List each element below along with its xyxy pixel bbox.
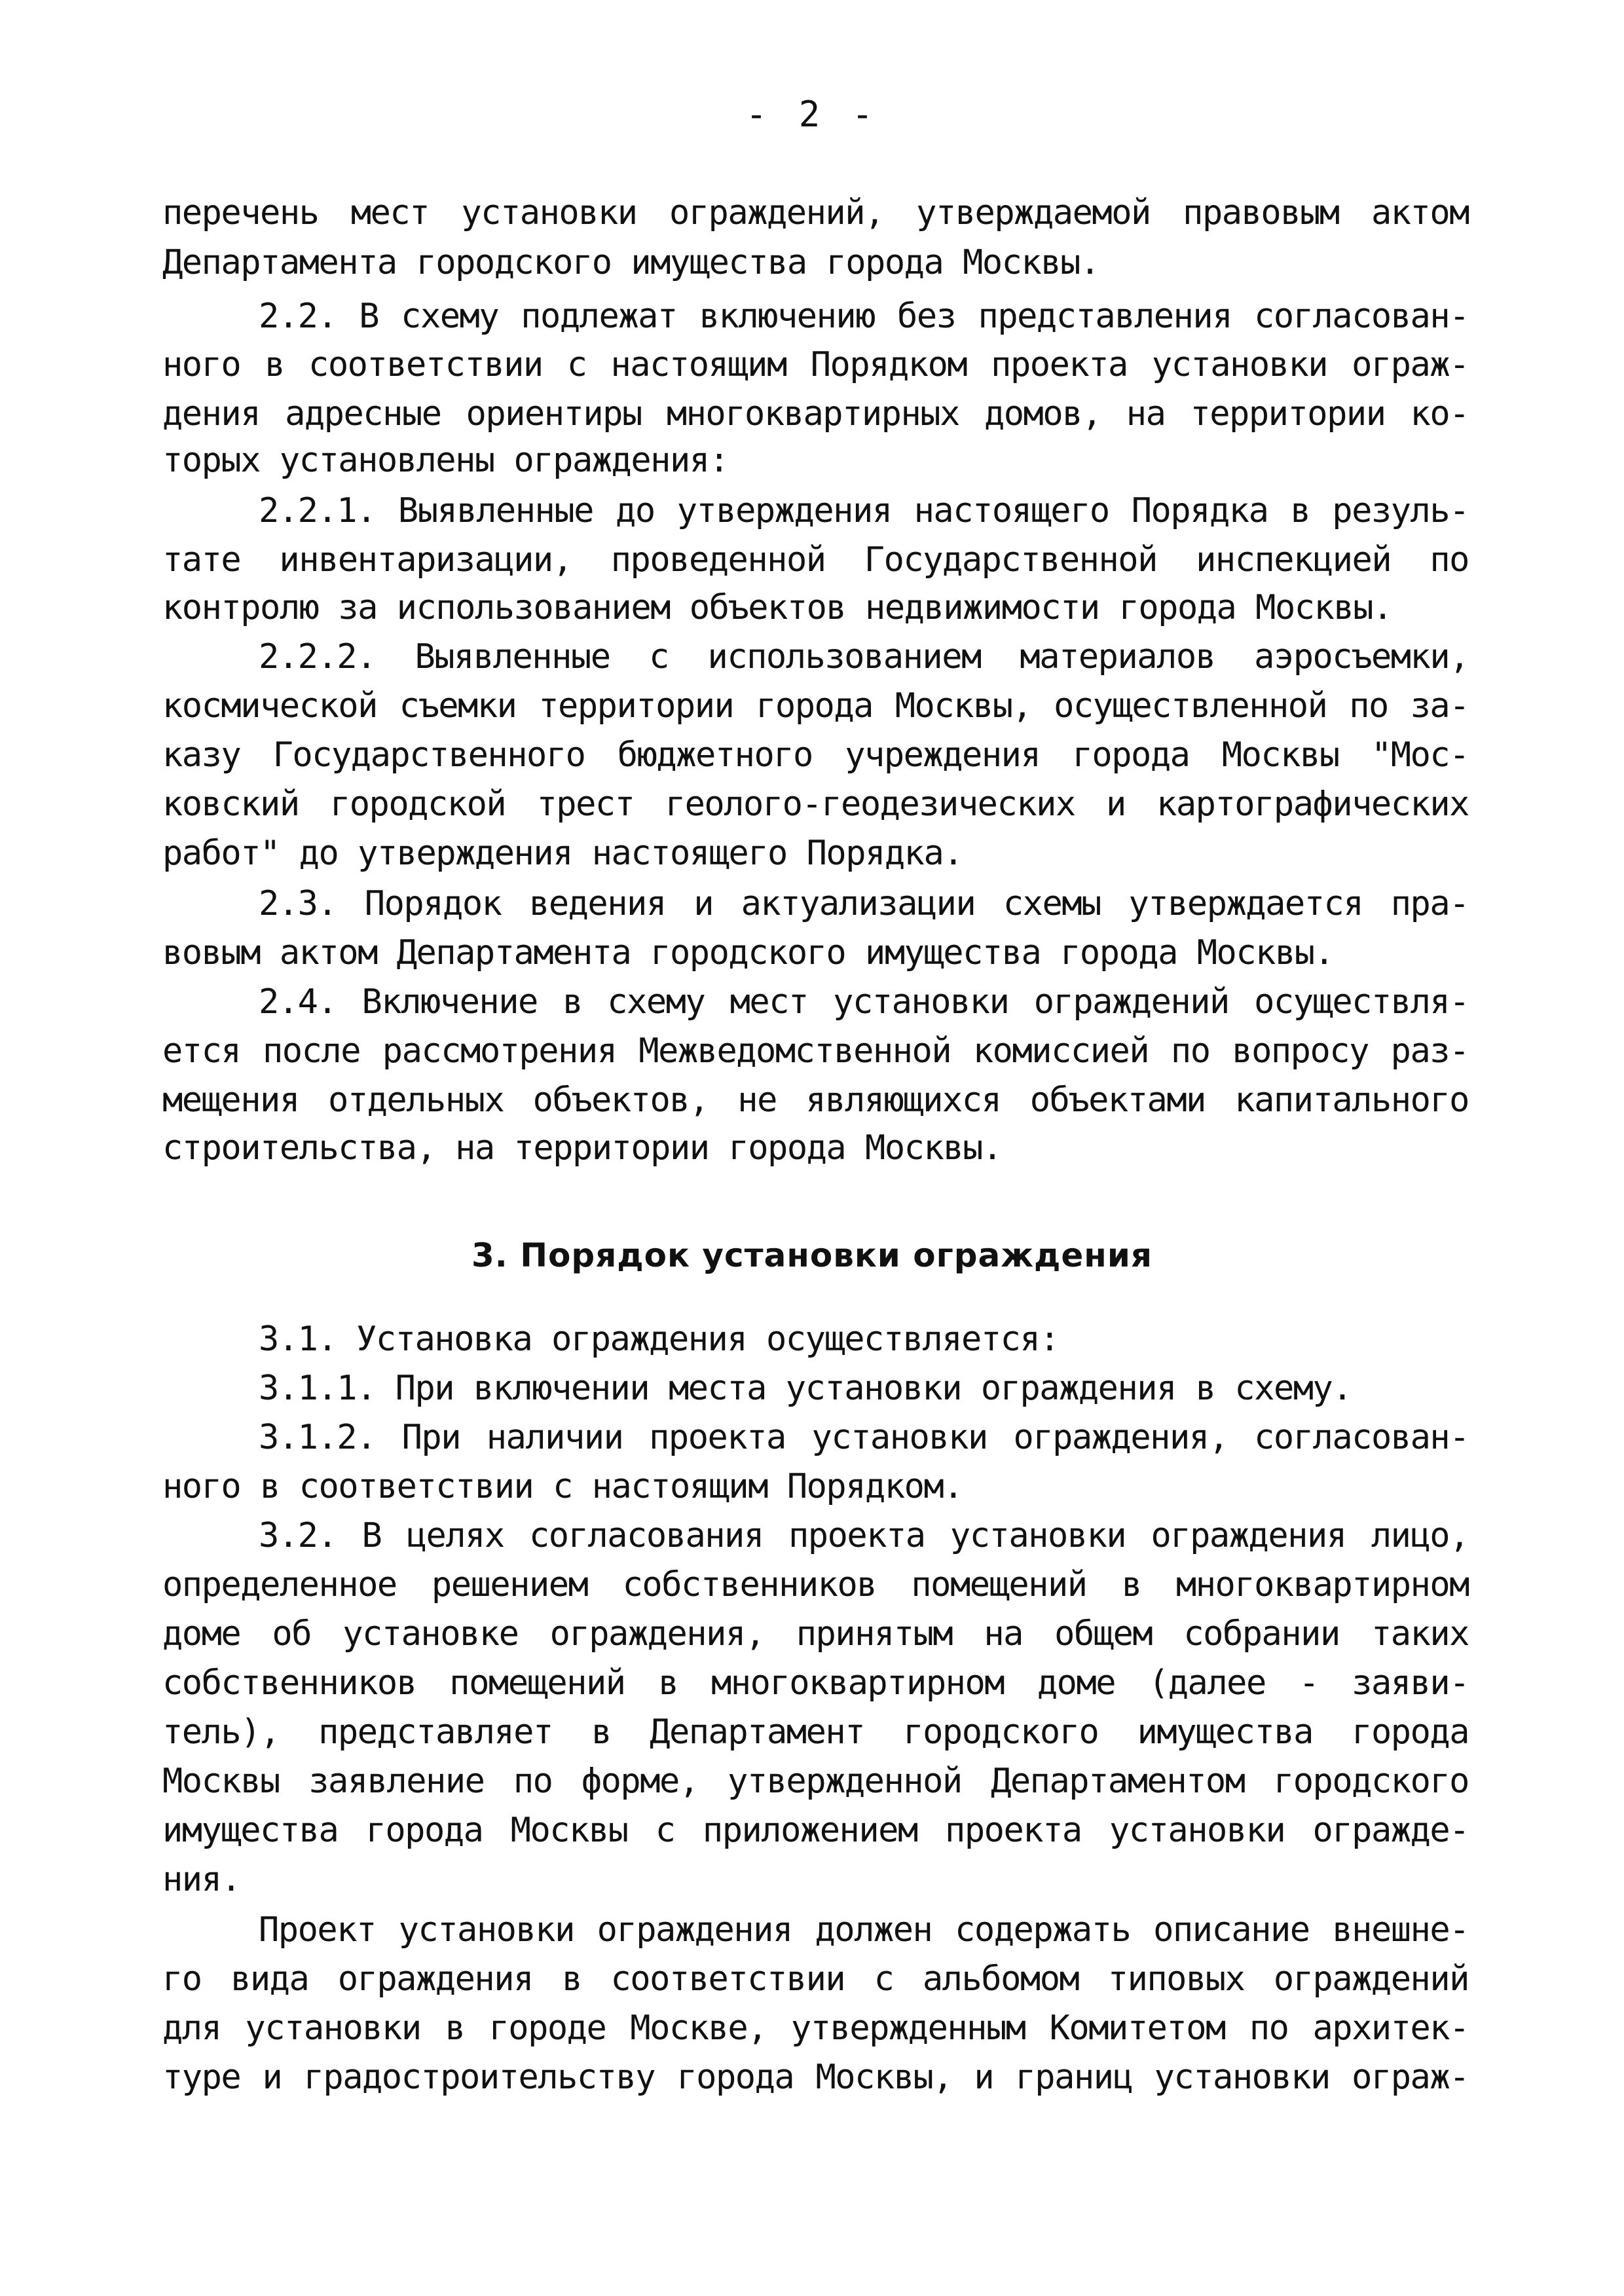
text-line: торых установлены ограждения: bbox=[162, 441, 729, 480]
text-line: 2.4. Включение в схему мест установки ограждений осуществля- bbox=[259, 982, 1469, 1022]
text-line: 2.3. Порядок ведения и актуализации схемы утверждается пра- bbox=[259, 884, 1469, 923]
text-line: доме об установке ограждения, принятым на общем собрании таких bbox=[162, 1614, 1469, 1654]
text-line: тате инвентаризации, проведенной Государственной инспекцией по bbox=[162, 540, 1469, 580]
text-line: для установки в городе Москве, утвержденным Комитетом по архитек- bbox=[162, 2009, 1469, 2048]
text-line: 3.2. В целях согласования проекта установки ограждения лицо, bbox=[259, 1516, 1469, 1555]
text-line: ковский городской трест геолого-геодезических и картографических bbox=[162, 785, 1469, 824]
text-line: 2.2. В схему подлежат включению без представления согласован- bbox=[259, 297, 1469, 336]
text-line: казу Государственного бюджетного учреждения города Москвы "Мос- bbox=[162, 735, 1469, 775]
text-line: ного в соответствии с настоящим Порядком проекта установки ограж- bbox=[162, 345, 1469, 384]
text-line: Департамента городского имущества города Москвы. bbox=[162, 243, 1099, 282]
text-line: 3.1. Установка ограждения осуществляется: bbox=[259, 1320, 1060, 1359]
text-line: 3.1.2. При наличии проекта установки ограждения, согласован- bbox=[259, 1418, 1469, 1457]
text-line: тель), представляет в Департамент городского имущества города bbox=[162, 1713, 1469, 1752]
text-line: строительства, на территории города Москвы. bbox=[162, 1128, 1002, 1168]
page-number: - 2 - bbox=[745, 94, 879, 135]
text-line: определенное решением собственников помещений в многоквартирном bbox=[162, 1565, 1469, 1604]
text-line: ного в соответствии с настоящим Порядком. bbox=[162, 1467, 963, 1506]
text-line: космической съемки территории города Москвы, осуществленной по за- bbox=[162, 686, 1469, 726]
text-line: дения адресные ориентиры многоквартирных домов, на территории ко- bbox=[162, 394, 1469, 434]
text-line: вовым актом Департамента городского имущества города Москвы. bbox=[162, 933, 1334, 972]
text-line: мещения отдельных объектов, не являющихся объектами капитального bbox=[162, 1081, 1469, 1120]
text-line: 2.2.1. Выявленные до утверждения настоящего Порядка в резуль- bbox=[259, 491, 1469, 530]
text-line: имущества города Москвы с приложением проекта установки огражде- bbox=[162, 1811, 1469, 1850]
text-line: ния. bbox=[162, 1860, 241, 1899]
text-line: собственников помещений в многоквартирном доме (далее - заяви- bbox=[162, 1663, 1469, 1703]
section-heading: 3. Порядок установки ограждения bbox=[471, 1236, 1153, 1274]
text-line: 3.1.1. При включении места установки ограждения в схему. bbox=[259, 1369, 1352, 1408]
text-line: Проект установки ограждения должен содержать описание внешне- bbox=[259, 1910, 1469, 1950]
text-line: туре и градостроительству города Москвы, и границ установки ограж- bbox=[162, 2058, 1469, 2097]
text-line: ется после рассмотрения Межведомственной комиссией по вопросу раз- bbox=[162, 1031, 1469, 1071]
text-line: перечень мест установки ограждений, утверждаемой правовым актом bbox=[162, 193, 1469, 232]
text-line: го вида ограждения в соответствии с альбомом типовых ограждений bbox=[162, 1959, 1469, 1999]
text-line: работ" до утверждения настоящего Порядка. bbox=[162, 834, 963, 873]
text-line: Москвы заявление по форме, утвержденной Департаментом городского bbox=[162, 1762, 1469, 1801]
text-line: 2.2.2. Выявленные с использованием материалов аэросъемки, bbox=[259, 637, 1469, 676]
text-line: контролю за использованием объектов недвижимости города Москвы. bbox=[162, 588, 1392, 627]
